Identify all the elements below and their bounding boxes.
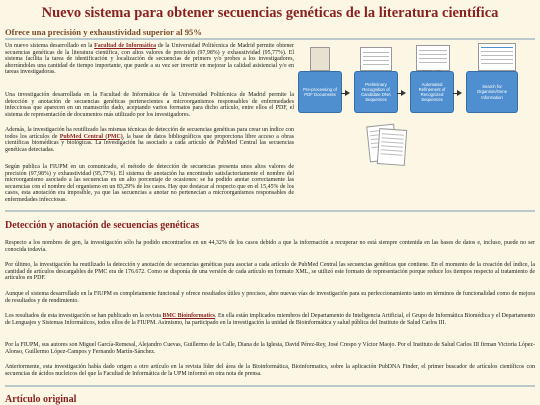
section1-paragraph-6: Anteriormente, esta investigación había dado origen a otro artículo en la revista líder del área de la Bioinformática, Bioinformatics, sobre la aplicación PubDNA Finder, el primer buscador de artículos científicos con secuencias de ácidos nucleicos del que la Facultad de Informática de la UPM informó en otra nota de prensa. [5, 364, 535, 377]
thumbnail-search-results [478, 43, 516, 71]
intro-paragraph-2: Una investigación desarrollada en la Facultad de Informática de la Universidad Politécnica de Madrid permite la detección y anotación de secuencias genéticas pertenecientes a microorganismos responsables de enfermedades infecciosas que aparecen en un manuscrito dado, aceptando varios formatos para dicho artículo, entre ellos el PDF, el sistema de representación de documentos más utilizado por los investigadores. [5, 92, 294, 118]
step-search-organism: Search for Organism/Gene Information [466, 71, 518, 113]
step-automated-refinement: Automated Refinement of Recognized Sequences [410, 71, 454, 113]
bmc-bioinformatics-link[interactable]: BMC Bioinformatics [162, 313, 215, 319]
pipeline-diagram [298, 43, 536, 183]
thumbnail-sequences-1 [360, 47, 392, 71]
page-subtitle: Ofrece una precisión y exhaustividad superior al 95% [5, 27, 202, 37]
section1-paragraph-1: Respecto a los nombres de gen, la investigación sólo ha podido encontrarlos en un 44,32% de los casos debido a que la información a recuperar no está siempre contenida en las bases de datos e, incluso, puede no ser conocida todavía. [5, 240, 535, 253]
divider [5, 38, 535, 40]
thumbnail-pdf-stack-2 [377, 128, 407, 166]
page-title: Nuevo sistema para obtener secuencias genéticas de la literatura científica [41, 5, 499, 21]
step-preprocessing: Pre-processing of PDF Documents [298, 71, 342, 113]
thumbnail-document [310, 47, 330, 71]
arrow-right-icon [345, 90, 350, 96]
section1-paragraph-5: Por la FIUPM, sus autores son Miguel García-Remesal, Alejandro Cuevas, Guillermo de la Calle, Diana de la Iglesia, David Pérez-Rey, José Crespo y Víctor Maojo. Por el Instituto de Salud Carlos III firman Victoria López-Alonso, Guillermo López-Campos y Fernando Martín-Sánchez. [5, 342, 535, 355]
divider [5, 210, 535, 212]
pmc-link[interactable]: PubMed Central (PMC) [59, 133, 123, 140]
section-heading-articulo-original: Artículo original [5, 394, 77, 405]
divider [5, 385, 535, 387]
section-heading-deteccion: Detección y anotación de secuencias genéticas [5, 220, 200, 231]
arrow-right-icon [457, 90, 462, 96]
section1-paragraph-3: Aunque el sistema desarrollado en la FIUPM es completamente funcional y ofrece resultados útiles y precisos, abre nuevas vías de investigación para su perfeccionamiento tanto en términos de funcionalidad como de mejora de resultados y de rendimiento. [5, 291, 535, 304]
intro-paragraph-3: Además, la investigación ha reutilizado las mismas técnicas de detección de secuencias genéticas para crear un índice con todos los artículos de PubMed Central (PMC), la base de datos bibliográficos que proporciona libre acceso a obras científicas biomédicas y biológicas. La investigación ha asociado a cada artículo de PubMed Central las secuencias genéticas detectadas. [5, 127, 295, 153]
fiupm-link[interactable]: Facultad de Informática [94, 43, 157, 49]
step-preliminary-recognition: Preliminary Recognition of Candidate DNA Sequences [354, 71, 398, 113]
intro-paragraph-1: Un nuevo sistema desarrollado en la Facultad de Informática de la Universidad Politécnica de Madrid permite obtener secuencias genéticas de la literatura científica, con altos valores de precisión (97,98%) y exhaustividad (95,77%). El sistema facilita la tarea de identificación y localización de secuencias de primers y/o probes a los investigadores, ahorrándoles una cantidad de tiempo importante, que puede a su vez ser invertir en mejorar la calidad asistencial y/o en tareas investigadoras. [5, 43, 294, 76]
thumbnail-sequences-2 [416, 45, 450, 71]
intro-paragraph-4: Según publica la FIUPM en un comunicado, el método de detección de secuencias presenta unos altos valores de precisión (97,98%) y exhaustividad (95,77%). El sistema de anotación ha encontrado satisfactoriamente el nombre del microorganismo asociado a las secuencias en un alto porcentaje de ocasiones: se ha podido anotar correctamente las secuencias con el nombre del organismo en un 83,29% de los casos. Hay que destacar al respecto que en el 15,45% de los casos, esta anotación era imposible, ya que las secuencias a anotar no pertenecían a microorganismos responsables de enfermedades infecciosas. [5, 164, 294, 203]
section1-paragraph-2: Por último, la investigación ha reutilizado la detección y anotación de secuencias genéticas para asociar a cada artículo de PubMed Central las secuencias genéticas que contiene. En el momento de la creación del índice, la cantidad de artículos descargables de PMC era de 176.672. Como se disponía de una versión de cada artículo en formato XML, se utilizó este formato de representación porque reduce los tiempos respecto al tratamiento de artículos en PDF. [5, 262, 535, 282]
arrow-right-icon [401, 90, 406, 96]
section1-paragraph-4: Los resultados de esta investigación se han publicado en la revista BMC Bioinformatics. En ella están implicados miembros del Departamento de Inteligencia Artificial, el Grupo de Informática Biomédica y el Departamento de Lenguajes y Sistemas Informáticos, todos ellos de la FIUPM. Asimismo, ha participado en la investigación la unidad de Bioinformática y salud pública del Instituto de Salud Carlos III. [5, 313, 535, 326]
